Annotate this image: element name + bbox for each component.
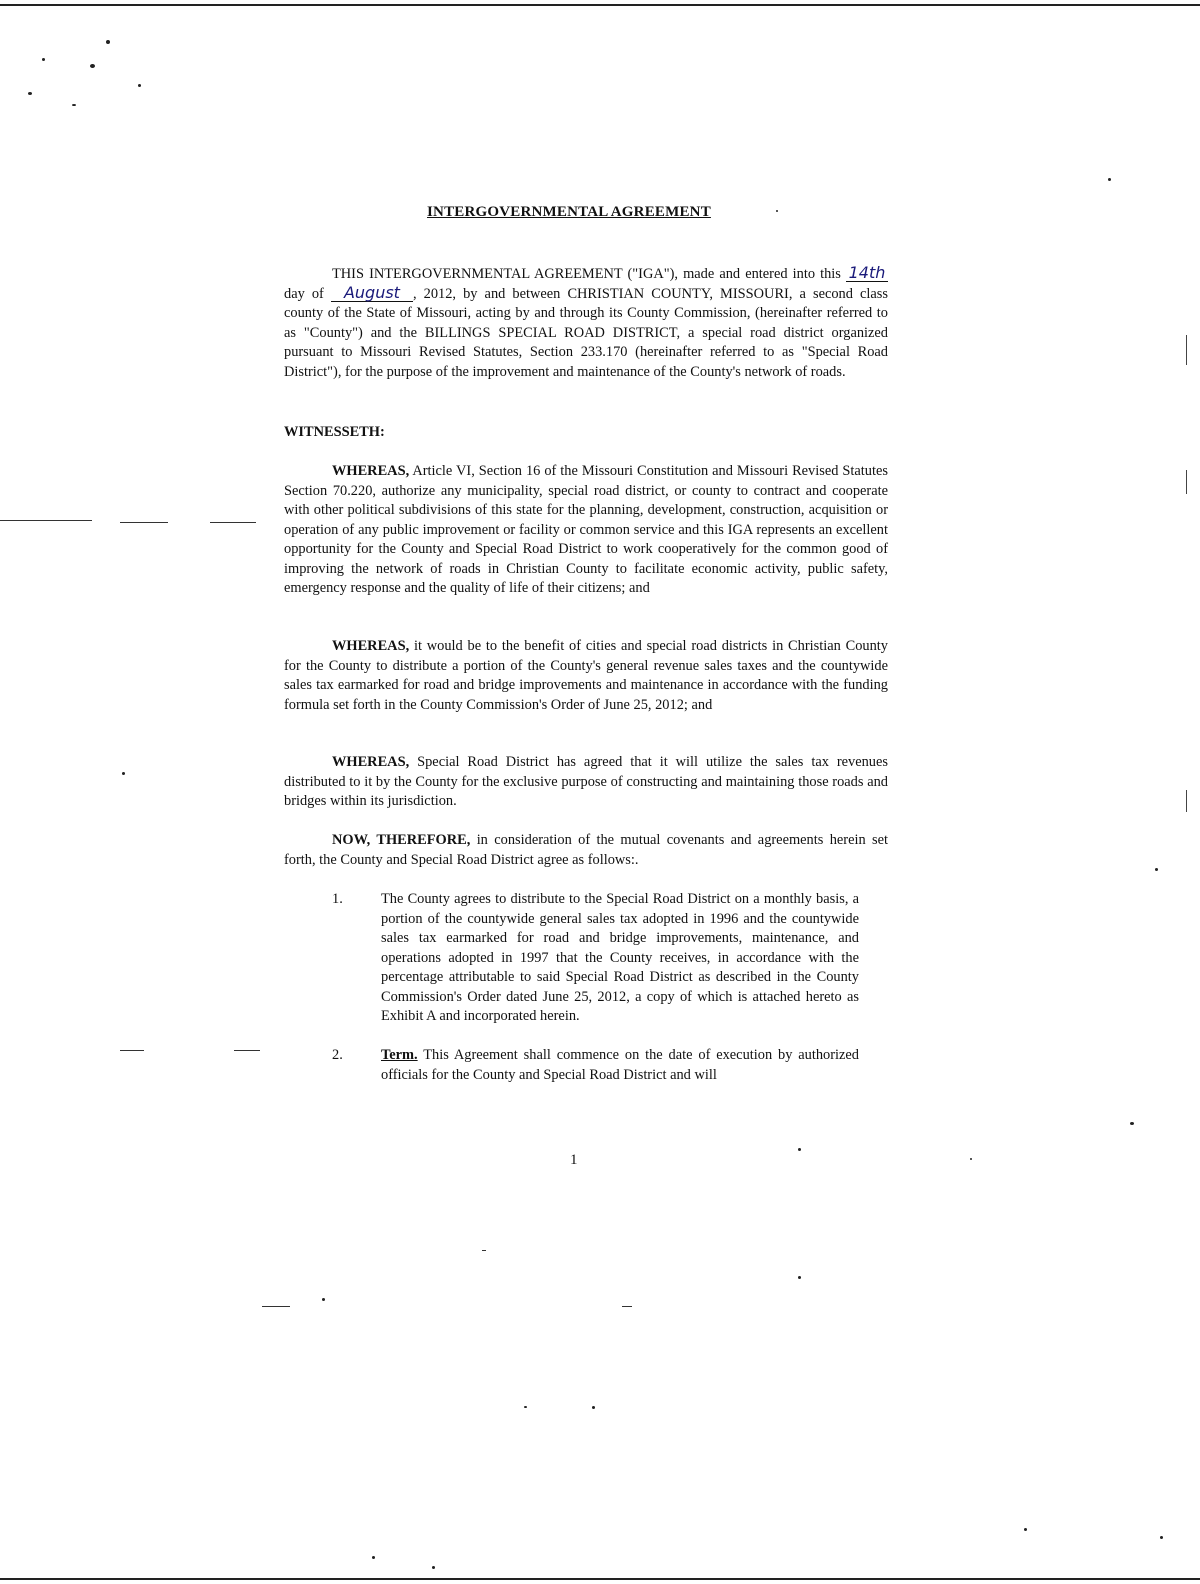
scan-dash bbox=[120, 522, 168, 523]
scan-margin-mark bbox=[1186, 470, 1187, 494]
page-number: 1 bbox=[570, 1152, 578, 1168]
now-therefore-text: in consideration of the mutual covenants and agreements herein set forth, the County and Special Road District agree as follows:. bbox=[284, 832, 888, 868]
scan-speck bbox=[1024, 1528, 1027, 1531]
scan-bottom-edge bbox=[0, 1578, 1200, 1580]
whereas-text: it would be to the benefit of cities and special road districts in Christian County for the County to distribute a portion of the County's general revenue sales taxes and the countywide sales tax earmarked for road and bridge improvements and maintenance in accordance with the funding formula set forth in the County Commission's Order of June 25, 2012; and bbox=[284, 638, 888, 713]
list-item-number: 1. bbox=[332, 891, 343, 907]
witnesseth-heading: WITNESSETH: bbox=[284, 424, 385, 440]
scan-speck bbox=[138, 84, 141, 87]
scan-speck bbox=[798, 1148, 801, 1151]
scan-speck bbox=[1155, 868, 1158, 871]
whereas-text: Article VI, Section 16 of the Missouri Constitution and Missouri Revised Statutes Section 70.220, authorize any municipality, special road district, or county to contract and cooperate with other political subdivisions of this state for the planning, development, construction, acquisition or operation of any public improvement or facility or common service and this IGA represents an excellent opportunity for the County and Special Road District to work cooperatively for the common good of improving the network of roads in Christian County to facilitate economic activity, public safety, emergency response and the quality of life of their citizens; and bbox=[284, 463, 888, 596]
scan-speck bbox=[28, 92, 32, 95]
whereas-paragraph-3 bbox=[284, 753, 888, 812]
scan-speck bbox=[322, 1298, 325, 1301]
whereas-paragraph-2 bbox=[284, 637, 888, 715]
scan-speck bbox=[798, 1276, 801, 1279]
scan-speck bbox=[432, 1566, 435, 1569]
scan-dash bbox=[262, 1306, 290, 1307]
scan-speck bbox=[106, 40, 110, 44]
intro-text-start: THIS INTERGOVERNMENTAL AGREEMENT ("IGA"), made and entered into this bbox=[332, 266, 841, 282]
now-therefore-lead: NOW, THEREFORE, bbox=[332, 832, 471, 848]
handwritten-month: August bbox=[331, 285, 413, 302]
whereas-lead: WHEREAS, bbox=[332, 754, 410, 770]
now-therefore-paragraph bbox=[284, 831, 888, 870]
scan-speck bbox=[90, 64, 95, 68]
list-item-number: 2. bbox=[332, 1047, 343, 1063]
scan-speck bbox=[372, 1556, 375, 1559]
scan-speck bbox=[970, 1158, 972, 1160]
scan-dash bbox=[482, 1250, 486, 1251]
scan-dash bbox=[622, 1306, 632, 1307]
scan-speck bbox=[72, 104, 76, 106]
intro-paragraph bbox=[284, 265, 888, 382]
list-item-text: The County agrees to distribute to the Special Road District on a monthly basis, a portion of the countywide general sales tax adopted in 1996 and the countywide sales tax earmarked for road and bridge improvements, maintenance, and operations adopted in 1997 that the County receives, in accordance with the percentage attributable to said Special Road District as described in the County Commission's Order dated June 25, 2012, a copy of which is attached hereto as Exhibit A and incorporated herein. bbox=[381, 891, 859, 1024]
intro-text-rest: , 2012, by and between CHRISTIAN COUNTY, MISSOURI, a second class county of the State of Missouri, acting by and through its County Commission, (hereinafter referred to as "County") and the BILLINGS SPECIAL ROAD DISTRICT, a special road district organized pursuant to Missouri Revised Statutes, Section 233.170 (hereinafter referred to as "Special Road District"), for the purpose of the improvement and maintenance of the County's network of roads. bbox=[284, 285, 888, 380]
scan-speck bbox=[524, 1406, 527, 1408]
scan-speck bbox=[776, 210, 778, 212]
scan-speck bbox=[1130, 1122, 1134, 1125]
scan-dash bbox=[210, 522, 256, 523]
scan-speck bbox=[592, 1406, 595, 1409]
scan-margin-mark bbox=[1186, 335, 1187, 365]
term-label: Term. bbox=[381, 1047, 418, 1063]
term-text: This Agreement shall commence on the date of execution by authorized officials for the County and Special Road District and will bbox=[381, 1047, 859, 1083]
whereas-text: Special Road District has agreed that it will utilize the sales tax revenues distributed to it by the County for the exclusive purpose of constructing and maintaining those roads and bridges within its jurisdiction. bbox=[284, 754, 888, 809]
handwritten-day: 14th bbox=[846, 265, 888, 282]
scan-speck bbox=[1160, 1536, 1163, 1539]
whereas-paragraph-1 bbox=[284, 462, 888, 599]
document-title: INTERGOVERNMENTAL AGREEMENT bbox=[427, 204, 711, 220]
scan-dash bbox=[0, 520, 92, 521]
intro-text-day-of: day of bbox=[284, 285, 324, 302]
scan-top-edge bbox=[0, 4, 1200, 6]
scan-dash bbox=[234, 1050, 260, 1051]
scan-speck bbox=[1108, 178, 1111, 181]
whereas-lead: WHEREAS, bbox=[332, 638, 410, 654]
scan-speck bbox=[122, 772, 125, 775]
scan-margin-mark bbox=[1186, 790, 1187, 812]
scan-dash bbox=[120, 1050, 144, 1051]
scan-speck bbox=[42, 58, 45, 61]
list-item-text bbox=[381, 1046, 859, 1085]
whereas-lead: WHEREAS, bbox=[332, 463, 410, 479]
